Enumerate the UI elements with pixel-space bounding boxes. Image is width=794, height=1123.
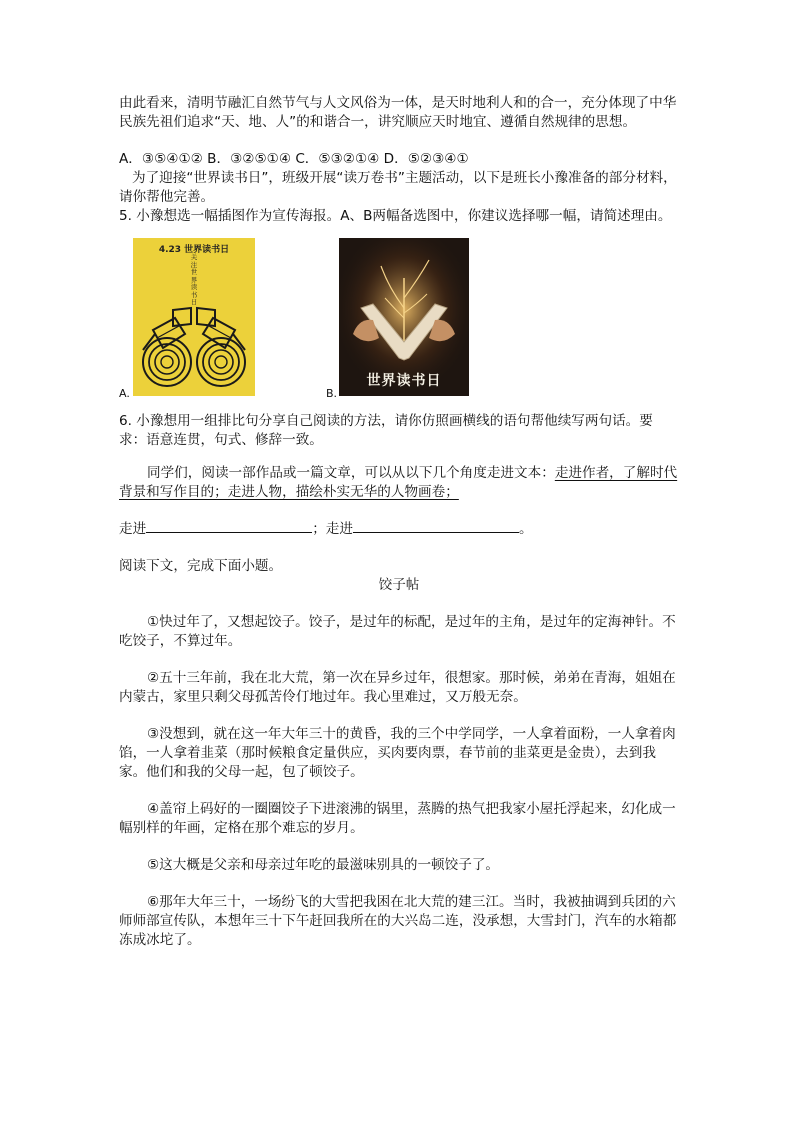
poster-b-text: 世界读书日 (366, 373, 442, 389)
article-paragraph-6: ⑥那年大年三十，一场纷飞的大雪把我困在北大荒的建三江。当时，我被抽调到兵团的六师师部宣传队，本想年三十下午赶回我所在的大兴岛二连，没承想，大雪封门，汽车的水箱都冻成冰坨了。 (119, 894, 677, 948)
activity-intro: 为了迎接“世界读书日”，班级开展“读万卷书”主题活动，以下是班长小豫准备的部分材料，请你帮他完善。 (119, 170, 677, 205)
fill-prefix-a: 走进 (119, 521, 147, 537)
question-6: 6. 小豫想用一组排比句分享自己阅读的方法，请你仿照画横线的语句帮他续写两句话。要求：语意连贯，句式、修辞一致。 (119, 413, 653, 448)
poster-a-image (133, 238, 255, 396)
reading-instruction: 阅读下文，完成下面小题。 (119, 558, 283, 574)
question-5: 5. 小豫想选一幅插图作为宣传海报。A、B两幅备选图中，你建议选择哪一幅，请简述理由。 (119, 208, 672, 224)
parallel-sentence-example (119, 464, 679, 502)
figure-a-label: A. (119, 387, 130, 400)
poster-a-title: 4.23 世界读书日 (158, 245, 230, 255)
figure-options (119, 238, 679, 400)
fill-in-line (119, 520, 679, 539)
answer-blank-2[interactable] (353, 520, 519, 533)
fill-end: 。 (518, 521, 533, 537)
binoculars-scroll-icon (133, 238, 255, 396)
answer-blank-1[interactable] (146, 520, 312, 533)
document-page (119, 94, 679, 950)
article-paragraph-5: ⑤这大概是父亲和母亲过年吃的最滋味别具的一顿饺子了。 (147, 857, 500, 873)
figure-b-label: B. (326, 387, 338, 400)
article-paragraph-3: ③没想到，就在这一年大年三十的黄昏，我的三个中学同学，一人拿着面粉，一人拿着肉馅，一人拿着韭菜（那时候粮食定量供应，买肉要肉票，春节前的韭菜更是金贵），去到我家。他们和我的父母一起，包了顿饺子。 (119, 726, 676, 780)
paragraph-qingming-conclusion: 由此看来，清明节融汇自然节气与人文风俗为一体，是天时地利人和的合一，充分体现了中华民族先祖们追求“天、地、人”的和谐合一，讲究顺应天时地宜、遵循自然规律的思想。 (119, 95, 677, 130)
article-paragraph-4: ④盖帘上码好的一圈圈饺子下进滚沸的锅里，蒸腾的热气把我家小屋托浮起来，幻化成一幅别样的年画，定格在那个难忘的岁月。 (119, 801, 676, 836)
article-title: 饺子帖 (378, 577, 420, 593)
article-paragraph-2: ②五十三年前，我在北大荒，第一次在异乡过年，很想家。那时候，弟弟在青海，姐姐在内蒙古，家里只剩父母孤苦伶仃地过年。我心里难过，又万般无奈。 (119, 670, 676, 705)
poster-a-vertical-text: 关注世界读书日 (190, 253, 198, 306)
example-underlined: 走进作者，了解时代背景和写作目的；走进人物，描绘朴实无华的人物画卷； (119, 465, 678, 500)
article-paragraph-1: ①快过年了，又想起饺子。饺子，是过年的标配，是过年的主角，是过年的定海神针。不吃饺子，不算过年。 (119, 614, 676, 649)
fill-prefix-b: ；走进 (312, 521, 353, 537)
poster-b-image (339, 238, 469, 396)
example-lead: 同学们，阅读一部作品或一篇文章，可以从以下几个角度走进文本： (147, 465, 555, 481)
answer-options: A．③⑤④①② B．③②⑤①④ C．⑤③②①④ D．⑤②③④① (119, 151, 469, 167)
